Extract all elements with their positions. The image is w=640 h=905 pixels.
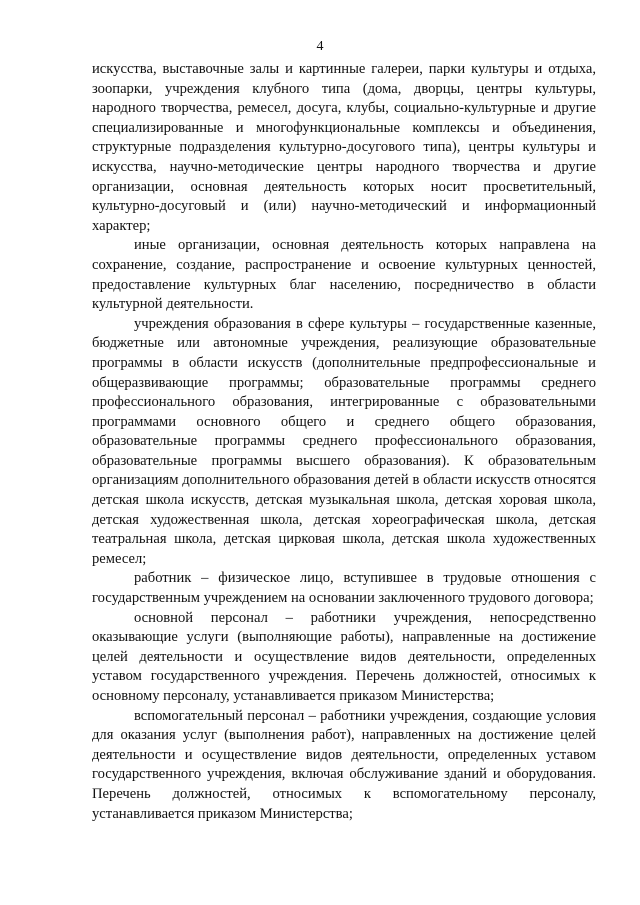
page-number: 4 [316,39,324,54]
paragraph-other-organizations: иные организации, основная деятельность которых направлена на сохранение, создание, распространение и освоение культурных ценностей, предоставление культурных благ населению, посредничество в области культурной деятельности. [92,237,596,313]
document-body [92,60,596,824]
paragraph-education-institutions: учреждения образования в сфере культуры – государственные казенные, бюджетные или автономные учреждения, реализующие образовательные программы в области искусств (дополнительные предпрофессиональные и общеразвивающие программы; образовательные программы среднего профессионального образования, интегрированные с образовательными программами основного общего и среднего общего образования, образовательные программы среднего профессионального образования, образовательные программы высшего образования). К образовательным организациям дополнительного образования детей в области искусств относятся детская школа искусств, детская музыкальная школа, детская хоровая школа, детская художественная школа, детская хореографическая школа, детская театральная школа, детская цирковая школа, детская школа художественных ремесел; [92,315,596,567]
paragraph-employee-definition: работник – физическое лицо, вступившее в трудовые отношения с государственным учреждением на основании заключенного трудового договора; [92,570,596,607]
paragraph-main-staff: основной персонал – работники учреждения, непосредственно оказывающие услуги (выполняющие работы), направленные на достижение целей деятельности и осуществление видов деятельности, определенных уставом государственного учреждения. Перечень должностей, относимых к основному персоналу, устанавливается приказом Министерства; [92,609,596,704]
paragraph-culture-institutions-continued: искусства, выставочные залы и картинные галереи, парки культуры и отдыха, зоопарки, учреждения клубного типа (дома, дворцы, центры культуры, народного творчества, ремесел, досуга, клубы, социально-культурные и другие специализированные и многофункциональные комплексы и объединения, структурные подразделения культурно-досугового типа), центры культуры и искусства, научно-методические центры народного творчества и другие организации, основная деятельность которых носит просветительный, культурно-досуговый и (или) научно-методический и информационный характер; [92,61,596,234]
paragraph-support-staff: вспомогательный персонал – работники учреждения, создающие условия для оказания услуг (выполнения работ), направленных на достижение целей деятельности и осуществление видов деятельности, определенных уставом государственного учреждения, включая обслуживание зданий и оборудования. Перечень должностей, относимых к вспомогательному персоналу, устанавливается приказом Министерства; [92,707,596,822]
